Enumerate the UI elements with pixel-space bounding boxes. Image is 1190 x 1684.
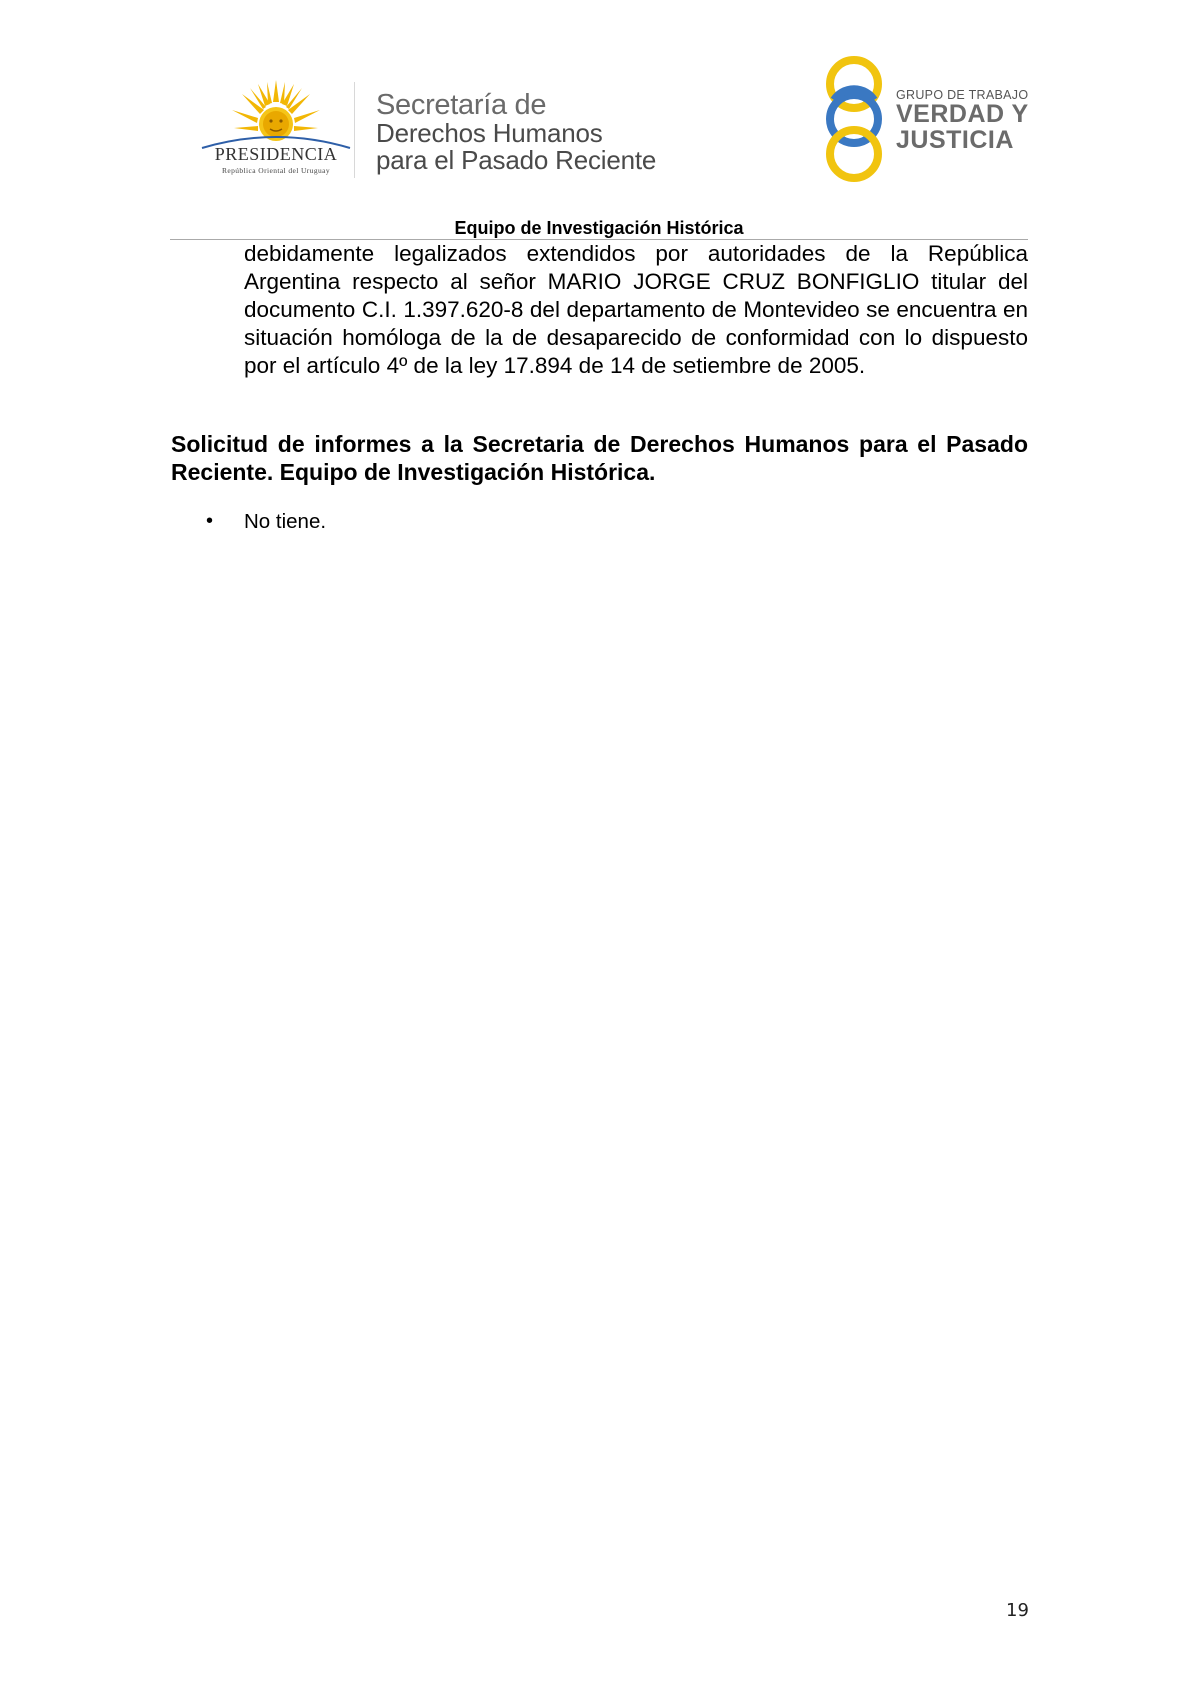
bullet-item: No tiene. bbox=[244, 510, 327, 533]
secretaria-line-3: para el Pasado Reciente bbox=[376, 145, 657, 175]
header-title: Equipo de Investigación Histórica bbox=[454, 218, 744, 238]
secretaria-line-1: Secretaría de bbox=[376, 89, 547, 121]
bullet-marker: • bbox=[206, 510, 214, 532]
page-number: 19 bbox=[1006, 1600, 1029, 1621]
justicia-label: JUSTICIA bbox=[896, 126, 1014, 154]
grupo-trabajo-label: GRUPO DE TRABAJO bbox=[896, 88, 1029, 102]
verdad-label: VERDAD Y bbox=[896, 100, 1029, 128]
section-heading: Solicitud de informes a la Secretaria de Derechos Humanos para el Pasado Reciente. Equipo de Investigación Histórica. bbox=[171, 431, 1028, 485]
presidencia-name: PRESIDENCIA bbox=[214, 144, 338, 164]
secretaria-line-2: Derechos Humanos bbox=[376, 118, 603, 148]
secretaria-logo-text bbox=[376, 90, 696, 174]
presidencia-subtitle: República Oriental del Uruguay bbox=[221, 166, 330, 175]
header-divider bbox=[354, 82, 355, 178]
linked-rings-icon bbox=[822, 56, 894, 182]
presidencia-logo bbox=[196, 78, 356, 178]
verdad-justicia-logo bbox=[822, 56, 1029, 182]
body-paragraph: debidamente legalizados extendidos por autoridades de la República Argentina respecto al señor MARIO JORGE CRUZ BONFIGLIO titular del documento C.I. 1.397.620-8 del departamento de Montevideo se encuentra en situación homóloga de la de desaparecido de conformidad con lo dispuesto por el artículo 4º de la ley 17.894 de 14 de setiembre de 2005. bbox=[244, 241, 1028, 378]
